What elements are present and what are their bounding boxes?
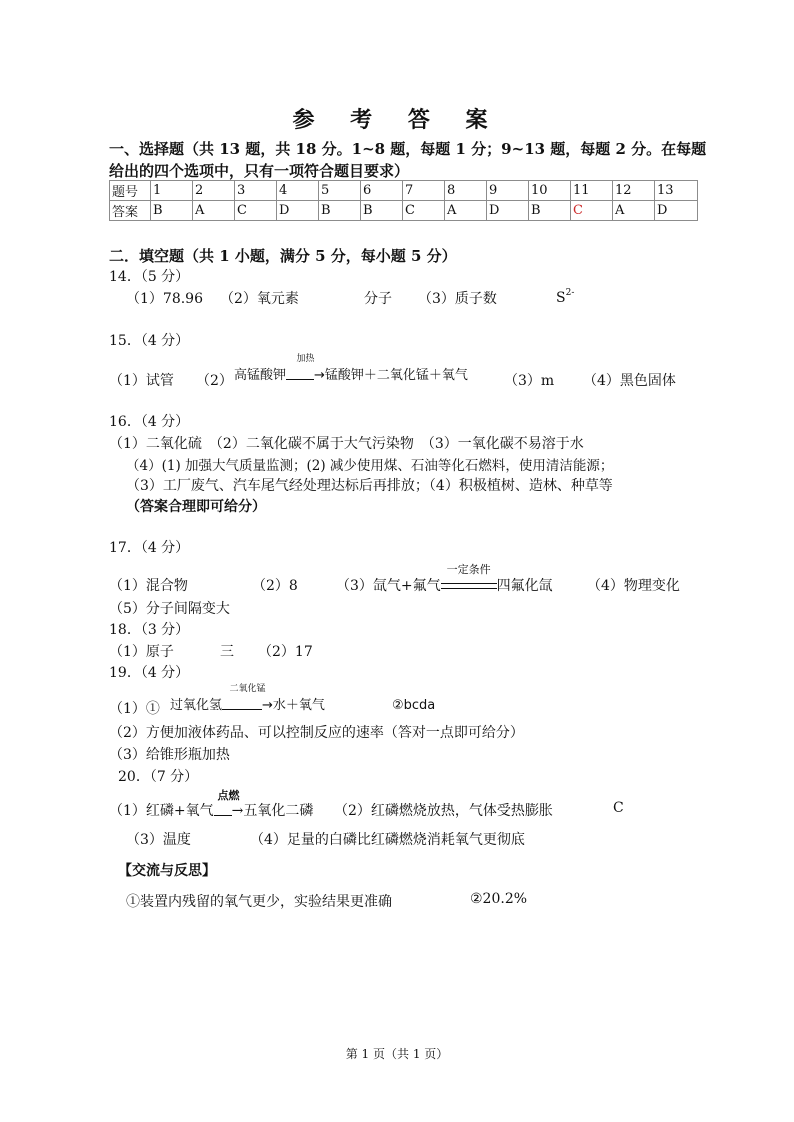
reaction-arrow: 二氧化锰 → [222, 698, 273, 713]
reflection-1: ①装置内残留的氧气更少，实验结果更准确 [126, 894, 392, 910]
q17-label: 17．（4 分） [109, 540, 190, 556]
table-cell: 11 [571, 181, 613, 201]
table-cell: B [151, 201, 193, 221]
products: 锰酸钾＋二氧化锰＋氧气 [324, 368, 468, 383]
q17-answer-4: （4）物理变化 [587, 578, 680, 594]
section2-heading: 二．填空题（共 1 小题，满分 5 分，每小题 5 分） [109, 247, 457, 265]
reaction-condition: 二氧化锰 [229, 684, 266, 694]
table-cell: D [277, 201, 319, 221]
q16-line-1: （1）二氧化硫 （2）二氧化碳不属于大气污染物 （3）一氧化碳不易溶于水 [109, 436, 584, 452]
reaction-arrow: 点燃 → [214, 803, 244, 819]
q19-label: 19．（4 分） [109, 665, 190, 681]
q19-answer-3: （3）给锥形瓶加热 [109, 747, 230, 763]
page-footer: 第 1 页（共 1 页） [345, 1047, 449, 1061]
q14-answer-3: （3）质子数 [418, 291, 497, 307]
q18-answer-1b: 三 [220, 644, 234, 660]
q19-answer-1: （1）① [109, 701, 160, 717]
q19-equation [170, 684, 325, 713]
q14-answer-4 [556, 288, 574, 306]
row-label-numbers: 题号 [110, 181, 151, 201]
table-cell: 2 [193, 181, 235, 201]
table-cell: B [529, 201, 571, 221]
q16-label: 16．（4 分） [109, 414, 190, 430]
product: 四氟化氙 [496, 578, 553, 594]
table-cell-highlighted: C [571, 201, 613, 221]
q17-answer-3 [336, 563, 553, 595]
table-cell: 6 [361, 181, 403, 201]
q16-line-3: （3）工厂废气、汽车尾气经处理达标后再排放；（4）积极植树、造林、种草等 [126, 478, 613, 494]
q14-answer-2: （2）氧元素 [220, 291, 299, 307]
table-cell: 1 [151, 181, 193, 201]
q14-answer-2b: 分子 [364, 291, 392, 307]
q15-answer-3: （3）m [504, 373, 555, 389]
q15-label: 15．（4 分） [109, 333, 190, 349]
q18-label: 18．（3 分） [109, 622, 190, 638]
q15-equation [234, 354, 468, 383]
reaction-condition: 点燃 [217, 789, 240, 802]
q20-answer-2: （2）红磷燃烧放热，气体受热膨胀 [334, 803, 553, 819]
table-cell: 13 [655, 181, 698, 201]
table-cell: 9 [487, 181, 529, 201]
section1-heading-line2: 给出的四个选项中，只有一项符合题目要求） [109, 162, 410, 180]
reaction-condition: 一定条件 [446, 563, 491, 576]
table-cell: 12 [613, 181, 655, 201]
product: 五氧化二磷 [243, 803, 314, 819]
table-cell: A [613, 201, 655, 221]
q14-answer-1: （1）78.96 [126, 291, 203, 307]
q19-answer-2: （2）方便加液体药品、可以控制反应的速率（答对一点即可给分） [109, 725, 524, 741]
table-row-numbers [110, 181, 698, 201]
table-cell: C [235, 201, 277, 221]
q19-answer-1b: ②bcda [392, 698, 436, 713]
page-title: 参 考 答 案 [292, 107, 502, 133]
reaction-arrow: 加热 → [286, 368, 325, 383]
table-cell: 10 [529, 181, 571, 201]
ion-charge: 2- [565, 288, 575, 298]
table-cell: 3 [235, 181, 277, 201]
reaction-equals [441, 563, 497, 594]
reflection-2: ②20.2% [470, 891, 528, 907]
section1-heading-line1: 一、选择题（共 13 题，共 18 分。1~8 题，每题 1 分；9~13 题，每题 2 分。在每题 [109, 140, 707, 158]
row-label-answers: 答案 [110, 201, 151, 221]
table-cell: 4 [277, 181, 319, 201]
table-cell: B [361, 201, 403, 221]
q20-answer-4: （4）足量的白磷比红磷燃烧消耗氧气更彻底 [250, 832, 525, 848]
q15-answer-4: （4）黑色固体 [583, 373, 676, 389]
table-cell: A [193, 201, 235, 221]
q20-answer-3: （3）温度 [126, 832, 191, 848]
q20-label: 20．（7 分） [118, 769, 199, 785]
table-cell: 5 [319, 181, 361, 201]
q20-answer-2b: C [613, 800, 624, 816]
table-cell: D [487, 201, 529, 221]
q16-line-4: （答案合理即可给分） [126, 499, 266, 515]
table-cell: D [655, 201, 698, 221]
reactants: （3）氙气+氟气 [336, 578, 441, 594]
q16-line-2: （4）(1) 加强大气质量监测；(2) 减少使用煤、石油等化石燃料，使用清洁能源； [126, 458, 614, 474]
sulfur-symbol: S [556, 290, 566, 306]
answer-table [109, 180, 698, 221]
q15-answer-1: （1）试管 [109, 373, 174, 389]
table-cell: C [403, 201, 445, 221]
reactants: （1）红磷+氧气 [109, 803, 214, 819]
q18-answer-2: （2）17 [258, 644, 313, 660]
table-cell: B [319, 201, 361, 221]
q20-answer-1 [109, 789, 314, 820]
q18-answer-1: （1）原子 [109, 644, 174, 660]
reactant: 过氧化氢 [170, 698, 223, 713]
q17-answer-2: （2）8 [252, 578, 298, 594]
table-row-answers [110, 201, 698, 221]
table-cell: A [445, 201, 487, 221]
reflection-heading: 【交流与反思】 [118, 863, 216, 879]
table-cell: 7 [403, 181, 445, 201]
table-cell: 8 [445, 181, 487, 201]
q17-answer-5: （5）分子间隔变大 [109, 601, 230, 617]
q14-label: 14．（5 分） [109, 269, 190, 285]
q15-answer-2: （2） [196, 373, 233, 389]
q17-answer-1: （1）混合物 [109, 578, 188, 594]
reaction-condition: 加热 [296, 354, 315, 364]
reactant: 高锰酸钾 [234, 368, 287, 383]
products: 水＋氧气 [272, 698, 325, 713]
